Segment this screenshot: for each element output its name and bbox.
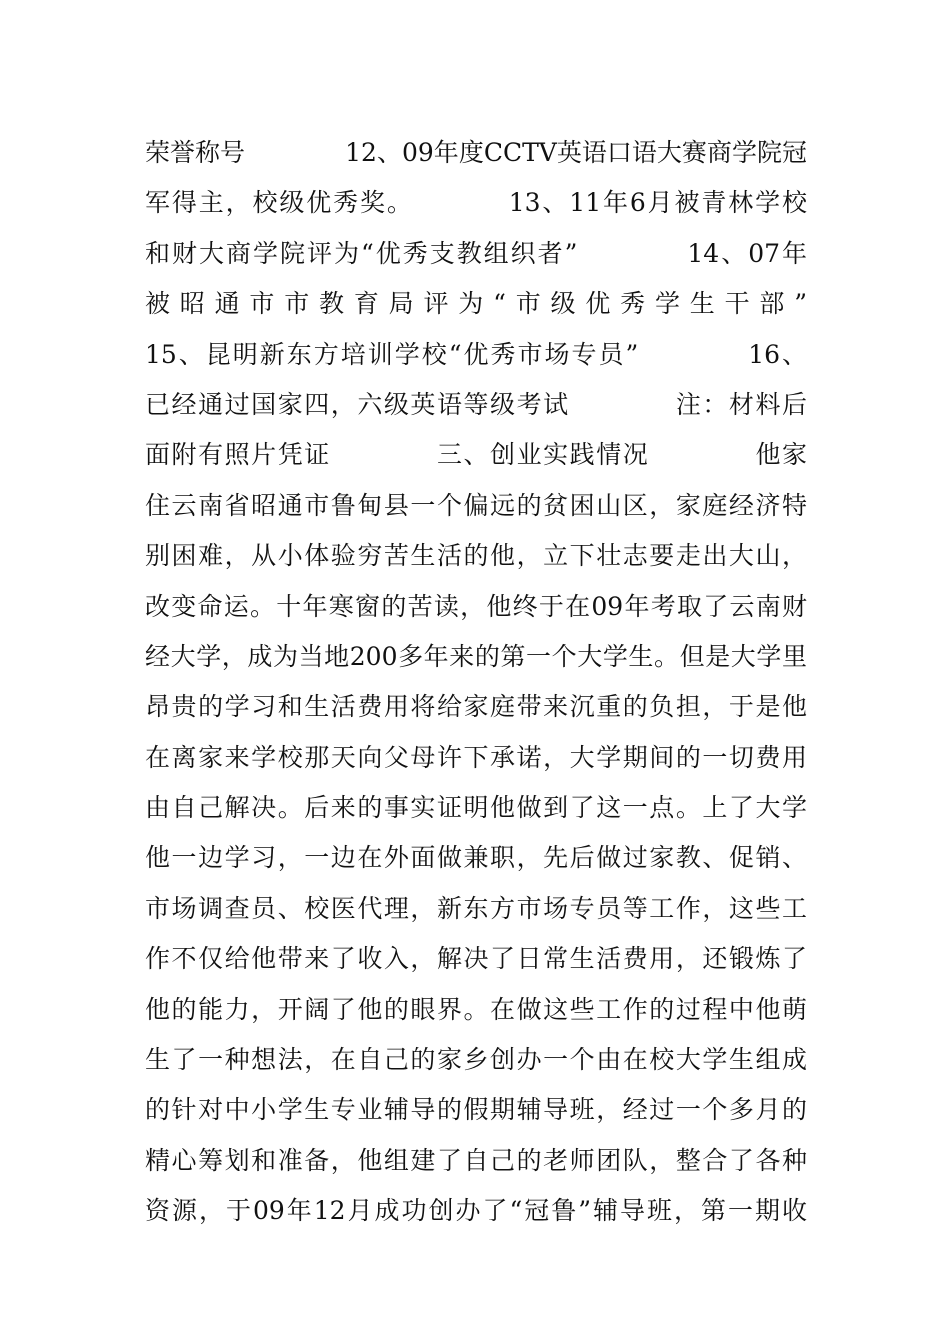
- text-line-2: 军得主，校级优秀奖。 13、11年6月被青林学校: [145, 188, 807, 218]
- text-line-22: 资源，于09年12月成功创办了“冠鲁”辅导班，第一期收: [145, 1196, 807, 1226]
- text-line-7: 面附有照片凭证 三、创业实践情况 他家: [145, 440, 807, 470]
- text-line-4: 被昭通市市教育局评为“市级优秀学生干部”: [145, 289, 807, 319]
- text-line-1: 荣誉称号 12、09年度CCTV英语口语大赛商学院冠: [145, 138, 807, 167]
- body-paragraph: [145, 128, 807, 1237]
- text-line-15: 他一边学习，一边在外面做兼职，先后做过家教、促销、: [145, 843, 807, 873]
- text-line-3: 和财大商学院评为“优秀支教组织者” 14、07年: [145, 238, 807, 268]
- text-line-19: 生了一种想法，在自己的家乡创办一个由在校大学生组成: [145, 1045, 807, 1075]
- text-line-12: 昂贵的学习和生活费用将给家庭带来沉重的负担，于是他: [145, 692, 807, 722]
- text-line-18: 他的能力，开阔了他的眼界。在做这些工作的过程中他萌: [145, 994, 807, 1024]
- text-line-17: 作不仅给他带来了收入，解决了日常生活费用，还锻炼了: [145, 944, 807, 974]
- text-line-16: 市场调查员、校医代理，新东方市场专员等工作，这些工: [145, 893, 807, 923]
- text-line-21: 精心筹划和准备，他组建了自己的老师团队，整合了各种: [145, 1145, 807, 1175]
- text-line-13: 在离家来学校那天向父母许下承诺，大学期间的一切费用: [145, 742, 807, 772]
- text-line-20: 的针对中小学生专业辅导的假期辅导班，经过一个多月的: [145, 1095, 807, 1125]
- text-line-8: 住云南省昭通市鲁甸县一个偏远的贫困山区，家庭经济特: [145, 490, 807, 520]
- text-line-9: 别困难，从小体验穷苦生活的他，立下壮志要走出大山，: [145, 541, 807, 571]
- text-line-5: 15、昆明新东方培训学校“优秀市场专员” 16、: [145, 339, 807, 369]
- text-line-10: 改变命运。十年寒窗的苦读，他终于在09年考取了云南财: [145, 591, 807, 621]
- text-line-11: 经大学，成为当地200多年来的第一个大学生。但是大学里: [145, 641, 807, 671]
- text-line-14: 由自己解决。后来的事实证明他做到了这一点。上了大学: [145, 793, 807, 823]
- text-line-6: 已经通过国家四，六级英语等级考试 注：材料后: [145, 389, 807, 419]
